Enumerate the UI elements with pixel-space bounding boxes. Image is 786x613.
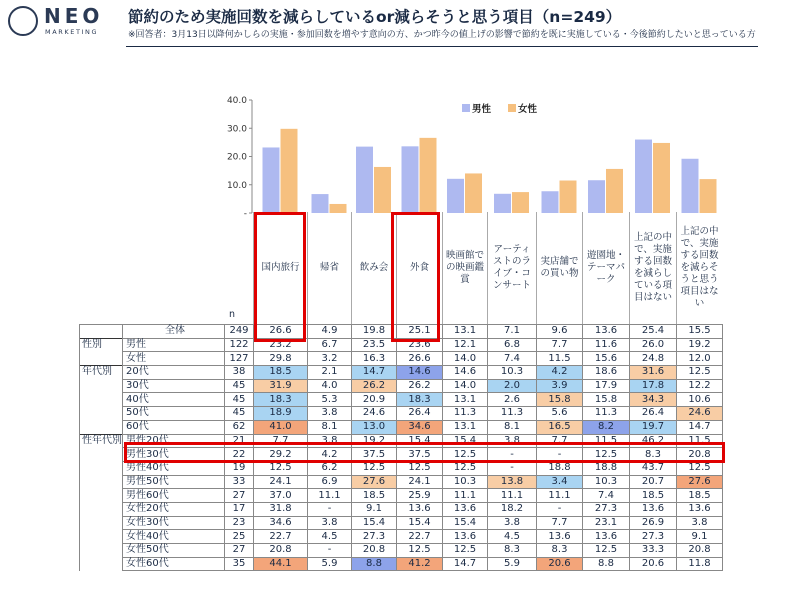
table-cell: 10.3 — [443, 475, 488, 489]
table-cell: 12.5 — [397, 544, 443, 558]
y-tick-label: 10.0 — [226, 180, 247, 191]
table-cell: 27.3 — [352, 530, 397, 544]
table-cell: 6.8 — [488, 338, 537, 352]
table-cell: 20.8 — [352, 544, 397, 558]
table-cell: 20.8 — [677, 448, 723, 462]
category-label: 飲み会 — [351, 212, 396, 324]
table-cell: 25.4 — [630, 325, 677, 339]
table-cell: 14.7 — [352, 366, 397, 380]
table-cell: 33.3 — [630, 544, 677, 558]
table-cell: 8.2 — [583, 420, 630, 434]
table-cell: 3.8 — [308, 516, 352, 530]
table-cell: 7.7 — [537, 516, 583, 530]
table-cell: 11.3 — [583, 407, 630, 421]
bar-male — [447, 179, 464, 213]
table-cell: 13.6 — [630, 502, 677, 516]
table-cell: 24.6 — [352, 407, 397, 421]
table-cell: 7.4 — [488, 352, 537, 366]
table-cell: 3.4 — [537, 475, 583, 489]
table-cell: 18.5 — [677, 489, 723, 503]
row-label: 30代 — [123, 379, 225, 393]
row-label: 20代 — [123, 366, 225, 380]
category-label: 国内旅行 — [253, 212, 307, 324]
table-cell: 19.7 — [630, 420, 677, 434]
table-cell: 24.6 — [677, 407, 723, 421]
row-label: 60代 — [123, 420, 225, 434]
bar-male — [402, 146, 419, 213]
table-cell: 26.2 — [352, 379, 397, 393]
table-cell: 2.1 — [308, 366, 352, 380]
table-cell: 20.6 — [537, 557, 583, 571]
table-cell: 24.8 — [630, 352, 677, 366]
table-cell: 13.0 — [352, 420, 397, 434]
bar-female — [374, 167, 391, 213]
table-cell: 4.5 — [308, 530, 352, 544]
table-cell: 8.1 — [488, 420, 537, 434]
row-n: 17 — [225, 502, 254, 516]
table-cell: 13.6 — [583, 325, 630, 339]
row-group-label: 性別 — [80, 338, 123, 352]
table-cell: 7.7 — [254, 434, 308, 448]
row-n: 27 — [225, 544, 254, 558]
table-cell: 15.4 — [397, 434, 443, 448]
table-cell: 6.7 — [308, 338, 352, 352]
table-cell: 4.2 — [308, 448, 352, 462]
bar-female — [606, 169, 623, 213]
table-cell: 4.0 — [308, 379, 352, 393]
table-cell: 14.0 — [443, 352, 488, 366]
table-cell: 31.9 — [254, 379, 308, 393]
table-cell: 24.1 — [397, 475, 443, 489]
table-cell: - — [537, 448, 583, 462]
table-cell: 18.8 — [583, 461, 630, 475]
table-cell: 37.5 — [352, 448, 397, 462]
table-cell: 4.5 — [488, 530, 537, 544]
table-row — [80, 338, 723, 352]
row-group-label — [80, 379, 123, 393]
category-label: 遊園地・テーマパーク — [582, 212, 629, 324]
table-cell: 11.3 — [443, 407, 488, 421]
table-cell: 41.2 — [397, 557, 443, 571]
category-label: 帰省 — [307, 212, 351, 324]
table-cell: 2.0 — [488, 379, 537, 393]
row-label: 女性40代 — [123, 530, 225, 544]
table-cell: 12.5 — [443, 544, 488, 558]
table-cell: 22.7 — [254, 530, 308, 544]
table-cell: 3.8 — [488, 516, 537, 530]
table-row — [80, 420, 723, 434]
table-cell: 10.3 — [488, 366, 537, 380]
table-row — [80, 325, 723, 339]
bar-female — [465, 173, 482, 213]
table-cell: 12.0 — [677, 352, 723, 366]
table-cell: - — [308, 502, 352, 516]
bar-female — [420, 138, 437, 213]
legend-swatch — [462, 104, 470, 112]
bar-female — [560, 181, 577, 213]
table-cell: 11.5 — [537, 352, 583, 366]
table-cell: 13.6 — [397, 502, 443, 516]
category-label: 上記の中で、実施する回数を減らそうと思う項目はない — [676, 212, 722, 324]
row-label: 男性30代 — [123, 448, 225, 462]
bar-female — [700, 179, 717, 213]
bar-male — [682, 159, 699, 213]
row-group-label — [80, 530, 123, 544]
table-cell: - — [308, 544, 352, 558]
table-cell: 18.6 — [583, 366, 630, 380]
table-row — [80, 461, 723, 475]
table-cell: 15.4 — [443, 434, 488, 448]
table-cell: 27.6 — [677, 475, 723, 489]
table-cell: 11.1 — [308, 489, 352, 503]
legend-label: 男性 — [472, 104, 492, 115]
table-cell: 11.8 — [677, 557, 723, 571]
table-row — [80, 366, 723, 380]
table-cell: 27.3 — [583, 502, 630, 516]
table-cell: 26.9 — [630, 516, 677, 530]
table-cell: 8.8 — [352, 557, 397, 571]
row-n: 45 — [225, 379, 254, 393]
row-n: 249 — [225, 325, 254, 339]
table-cell: 15.4 — [443, 516, 488, 530]
table-row — [80, 352, 723, 366]
table-cell: 11.5 — [583, 434, 630, 448]
table-row — [80, 489, 723, 503]
table-cell: 6.9 — [308, 475, 352, 489]
table-cell: 13.6 — [677, 502, 723, 516]
table-cell: 44.1 — [254, 557, 308, 571]
table-row — [80, 557, 723, 571]
table-row — [80, 379, 723, 393]
table-cell: 15.8 — [537, 393, 583, 407]
table-cell: 43.7 — [630, 461, 677, 475]
table-cell: 26.6 — [397, 352, 443, 366]
table-cell: 16.3 — [352, 352, 397, 366]
table-cell: 10.3 — [583, 475, 630, 489]
row-label: 男性40代 — [123, 461, 225, 475]
table-cell: 27.6 — [352, 475, 397, 489]
row-group-label — [80, 475, 123, 489]
row-group-label: 性年代別 — [80, 434, 123, 448]
table-cell: 12.5 — [443, 448, 488, 462]
category-label: 外食 — [396, 212, 442, 324]
row-n: 22 — [225, 448, 254, 462]
row-group-label — [80, 448, 123, 462]
table-cell: 17.8 — [630, 379, 677, 393]
table-cell: 9.1 — [352, 502, 397, 516]
table-cell: 5.6 — [537, 407, 583, 421]
table-cell: 12.5 — [583, 544, 630, 558]
row-label: 全体 — [123, 325, 225, 339]
table-cell: 26.2 — [397, 379, 443, 393]
table-cell: 3.8 — [488, 434, 537, 448]
row-group-label: 年代別 — [80, 366, 123, 380]
row-n: 45 — [225, 407, 254, 421]
row-label: 男性50代 — [123, 475, 225, 489]
table-cell: 10.6 — [677, 393, 723, 407]
table-row — [80, 407, 723, 421]
data-table — [79, 324, 723, 571]
table-cell: 14.6 — [397, 366, 443, 380]
table-cell: 20.9 — [352, 393, 397, 407]
table-cell: 23.5 — [352, 338, 397, 352]
row-n: 19 — [225, 461, 254, 475]
table-cell: 26.4 — [630, 407, 677, 421]
table-cell: 20.7 — [630, 475, 677, 489]
table-cell: 4.9 — [308, 325, 352, 339]
table-cell: 13.6 — [443, 530, 488, 544]
table-cell: 15.5 — [677, 325, 723, 339]
table-cell: 14.7 — [443, 557, 488, 571]
row-label: 40代 — [123, 393, 225, 407]
row-label: 女性20代 — [123, 502, 225, 516]
table-cell: 15.6 — [583, 352, 630, 366]
table-row — [80, 530, 723, 544]
row-group-label — [80, 516, 123, 530]
table-cell: 20.8 — [677, 544, 723, 558]
table-cell: 18.2 — [488, 502, 537, 516]
table-cell: 11.1 — [443, 489, 488, 503]
bar-male — [312, 194, 329, 213]
row-n: 35 — [225, 557, 254, 571]
table-cell: 13.6 — [583, 530, 630, 544]
table-cell: 5.3 — [308, 393, 352, 407]
table-cell: 12.5 — [677, 366, 723, 380]
table-cell: 41.0 — [254, 420, 308, 434]
table-cell: 12.5 — [352, 461, 397, 475]
table-cell: 15.4 — [352, 516, 397, 530]
table-cell: 23.1 — [583, 516, 630, 530]
table-cell: - — [488, 461, 537, 475]
table-cell: 3.8 — [308, 434, 352, 448]
table-cell: 31.6 — [630, 366, 677, 380]
category-label: 映画館での映画鑑賞 — [442, 212, 487, 324]
table-cell: 18.5 — [352, 489, 397, 503]
table-cell: 18.5 — [630, 489, 677, 503]
table-cell: 19.8 — [352, 325, 397, 339]
y-tick-label: 40.0 — [226, 96, 247, 106]
n-column-header: n — [229, 309, 236, 320]
table-cell: 3.8 — [308, 407, 352, 421]
table-cell: 12.5 — [254, 461, 308, 475]
table-cell: 12.5 — [443, 461, 488, 475]
row-label: 女性30代 — [123, 516, 225, 530]
row-group-label — [80, 544, 123, 558]
table-cell: 7.4 — [583, 489, 630, 503]
row-label: 50代 — [123, 407, 225, 421]
table-cell: 15.8 — [583, 393, 630, 407]
table-cell: 13.8 — [488, 475, 537, 489]
table-cell: 34.6 — [397, 420, 443, 434]
table-cell: 19.2 — [352, 434, 397, 448]
legend-swatch — [508, 104, 516, 112]
row-group-label — [80, 489, 123, 503]
table-cell: 18.9 — [254, 407, 308, 421]
table-cell: 11.1 — [488, 489, 537, 503]
row-n: 45 — [225, 393, 254, 407]
category-label: 上記の中で、実施する回数を減らしている項目はない — [629, 212, 676, 324]
table-cell: 37.0 — [254, 489, 308, 503]
table-cell: 13.6 — [537, 530, 583, 544]
bar-female — [281, 129, 298, 213]
row-label: 男性20代 — [123, 434, 225, 448]
table-cell: 29.8 — [254, 352, 308, 366]
table-cell: 5.9 — [488, 557, 537, 571]
table-cell: 14.6 — [443, 366, 488, 380]
table-cell: 8.3 — [630, 448, 677, 462]
bar-male — [356, 147, 373, 213]
table-cell: 17.9 — [583, 379, 630, 393]
row-n: 122 — [225, 338, 254, 352]
table-cell: 25.9 — [397, 489, 443, 503]
table-row — [80, 475, 723, 489]
bar-female — [653, 143, 670, 213]
bar-male — [588, 180, 605, 213]
table-cell: 29.2 — [254, 448, 308, 462]
table-cell: 18.3 — [397, 393, 443, 407]
y-tick-label: 30.0 — [226, 124, 247, 135]
table-cell: 13.1 — [443, 393, 488, 407]
table-cell: 8.3 — [537, 544, 583, 558]
table-cell: 26.4 — [397, 407, 443, 421]
logo-name: NEO — [44, 4, 104, 28]
page-subtitle: ※回答者：3月13日以降何かしらの実施・参加回数を増やす意向の方、かつ昨今の値上げの影響で節約を既に実施している・今後節約したいと思っている方 — [128, 30, 756, 40]
row-n: 127 — [225, 352, 254, 366]
logo-subtext: MARKETING — [45, 28, 99, 36]
table-cell: 13.6 — [443, 502, 488, 516]
table-row — [80, 516, 723, 530]
page-title: 節約のため実施回数を減らしているor減らそうと思う項目（n=249） — [128, 8, 622, 26]
category-label: アーティストのライブ・コンサート — [487, 212, 536, 324]
row-n: 27 — [225, 489, 254, 503]
bar-male — [494, 194, 511, 213]
table-cell: 12.5 — [583, 448, 630, 462]
table-cell: 20.8 — [254, 544, 308, 558]
row-n: 25 — [225, 530, 254, 544]
row-group-label — [80, 420, 123, 434]
table-cell: 12.2 — [677, 379, 723, 393]
row-group-label — [80, 557, 123, 571]
table-cell: 24.1 — [254, 475, 308, 489]
table-cell: 22.7 — [397, 530, 443, 544]
row-label: 女性60代 — [123, 557, 225, 571]
row-group-label — [80, 502, 123, 516]
table-row — [80, 448, 723, 462]
y-tick-label: - — [243, 209, 247, 219]
table-cell: 25.1 — [397, 325, 443, 339]
row-label: 女性 — [123, 352, 225, 366]
table-cell: 34.3 — [630, 393, 677, 407]
table-cell: 7.7 — [537, 338, 583, 352]
table-row — [80, 544, 723, 558]
table-cell: 37.5 — [397, 448, 443, 462]
row-group-label — [80, 352, 123, 366]
bar-male — [542, 191, 559, 213]
table-cell: 2.6 — [488, 393, 537, 407]
row-n: 23 — [225, 516, 254, 530]
table-cell: 18.3 — [254, 393, 308, 407]
table-row — [80, 393, 723, 407]
table-cell: 7.7 — [537, 434, 583, 448]
table-cell: - — [488, 448, 537, 462]
table-cell: 23.2 — [254, 338, 308, 352]
table-cell: 3.9 — [537, 379, 583, 393]
row-n: 33 — [225, 475, 254, 489]
row-n: 62 — [225, 420, 254, 434]
table-cell: 16.5 — [537, 420, 583, 434]
category-label: 実店舗での買い物 — [536, 212, 582, 324]
table-cell: 46.2 — [630, 434, 677, 448]
table-cell: 11.5 — [677, 434, 723, 448]
table-cell: 15.4 — [397, 516, 443, 530]
table-cell: 18.8 — [537, 461, 583, 475]
row-group-label — [80, 325, 123, 339]
row-label: 女性50代 — [123, 544, 225, 558]
table-cell: 34.6 — [254, 516, 308, 530]
row-group-label — [80, 461, 123, 475]
bar-male — [635, 140, 652, 213]
table-cell: 19.2 — [677, 338, 723, 352]
table-cell: 13.1 — [443, 420, 488, 434]
row-label: 男性60代 — [123, 489, 225, 503]
table-cell: 12.1 — [443, 338, 488, 352]
table-cell: 14.0 — [443, 379, 488, 393]
bar-female — [512, 192, 529, 213]
table-cell: 23.6 — [397, 338, 443, 352]
table-cell: 20.6 — [630, 557, 677, 571]
table-cell: 9.1 — [677, 530, 723, 544]
table-cell: 12.5 — [677, 461, 723, 475]
table-cell: 7.1 — [488, 325, 537, 339]
row-n: 21 — [225, 434, 254, 448]
y-tick-label: 20.0 — [226, 152, 247, 163]
table-cell: 31.8 — [254, 502, 308, 516]
table-cell: 4.2 — [537, 366, 583, 380]
table-cell: - — [537, 502, 583, 516]
table-cell: 8.3 — [488, 544, 537, 558]
table-cell: 3.8 — [677, 516, 723, 530]
row-group-label — [80, 407, 123, 421]
table-cell: 11.6 — [583, 338, 630, 352]
table-cell: 14.7 — [677, 420, 723, 434]
table-cell: 8.8 — [583, 557, 630, 571]
table-cell: 12.5 — [397, 461, 443, 475]
table-cell: 3.2 — [308, 352, 352, 366]
row-label: 男性 — [123, 338, 225, 352]
table-cell: 11.1 — [537, 489, 583, 503]
row-n: 38 — [225, 366, 254, 380]
table-cell: 26.0 — [630, 338, 677, 352]
legend-label: 女性 — [518, 104, 538, 115]
table-cell: 18.5 — [254, 366, 308, 380]
table-cell: 13.1 — [443, 325, 488, 339]
table-row — [80, 502, 723, 516]
table-cell: 27.3 — [630, 530, 677, 544]
table-cell: 8.1 — [308, 420, 352, 434]
table-cell: 6.2 — [308, 461, 352, 475]
bar-male — [263, 147, 280, 213]
table-cell: 26.6 — [254, 325, 308, 339]
table-cell: 9.6 — [537, 325, 583, 339]
table-cell: 11.3 — [488, 407, 537, 421]
table-cell: 5.9 — [308, 557, 352, 571]
table-row — [80, 434, 723, 448]
row-group-label — [80, 393, 123, 407]
